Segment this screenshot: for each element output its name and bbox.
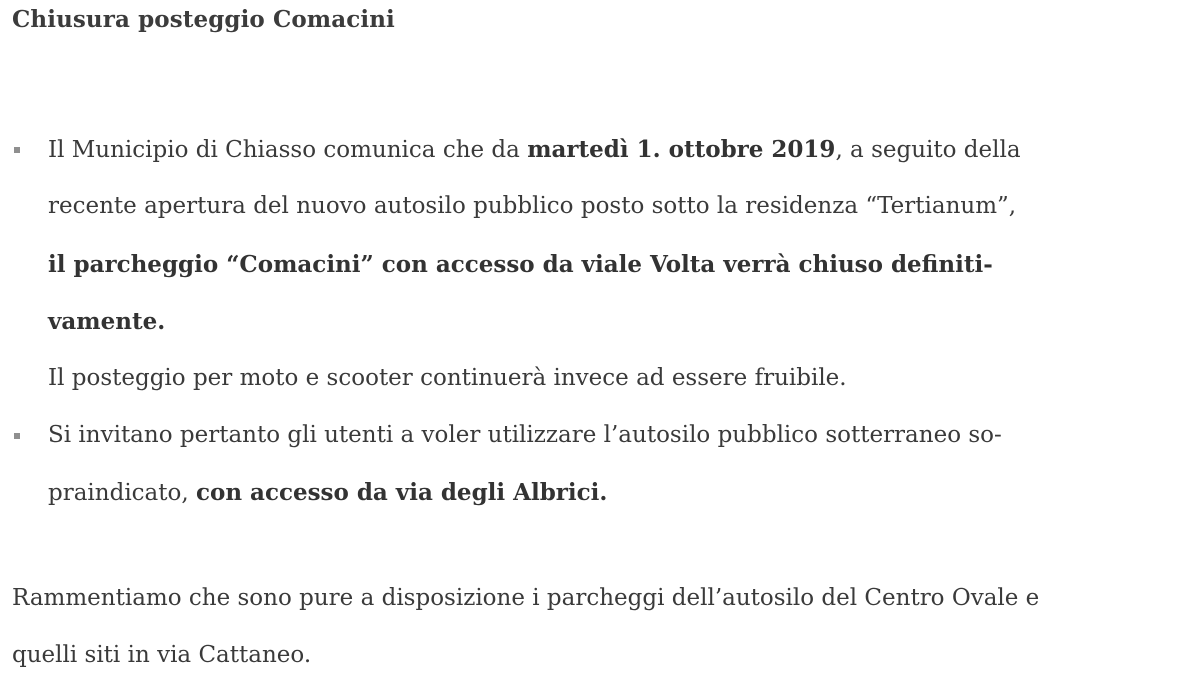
bullet1-line1-text: [48, 136, 1021, 163]
bullet1-line1-start: Il Municipio di Chiasso comunica che da: [48, 137, 528, 163]
page-title: Chiusura posteggio Comacini: [12, 6, 395, 33]
bullet2-line1: Si invitano pertanto gli utenti a voler utilizzare l’autosilo pubblico sotterraneo so-: [48, 422, 1002, 448]
bullet-marker: [14, 433, 20, 439]
date-highlight: martedì 1. ottobre 2019: [527, 136, 836, 163]
bullet2-line2: [48, 479, 607, 506]
closing-line1: Rammentiamo che sono pure a disposizione i parcheggi dell’autosilo del Centro Ovale e: [12, 585, 1040, 611]
bullet1-line5: Il posteggio per moto e scooter continuerà invece ad essere fruibile.: [48, 365, 847, 391]
bullet1-line4: vamente.: [48, 308, 166, 335]
bullet1-line3: il parcheggio “Comacini” con accesso da viale Volta verrà chiuso definiti-: [48, 251, 993, 278]
bullet-marker: [14, 147, 20, 153]
access-highlight: con accesso da via degli Albrici.: [195, 479, 608, 506]
bullet1-line2: recente apertura del nuovo autosilo pubblico posto sotto la residenza “Tertianum”,: [48, 193, 1017, 219]
closing-line2: quelli siti in via Cattaneo.: [12, 642, 312, 668]
bullet1-line1-end: , a seguito della: [835, 137, 1021, 163]
bullet2-line2-start: praindicato,: [48, 480, 196, 506]
bullet1-line1: [48, 136, 1138, 163]
